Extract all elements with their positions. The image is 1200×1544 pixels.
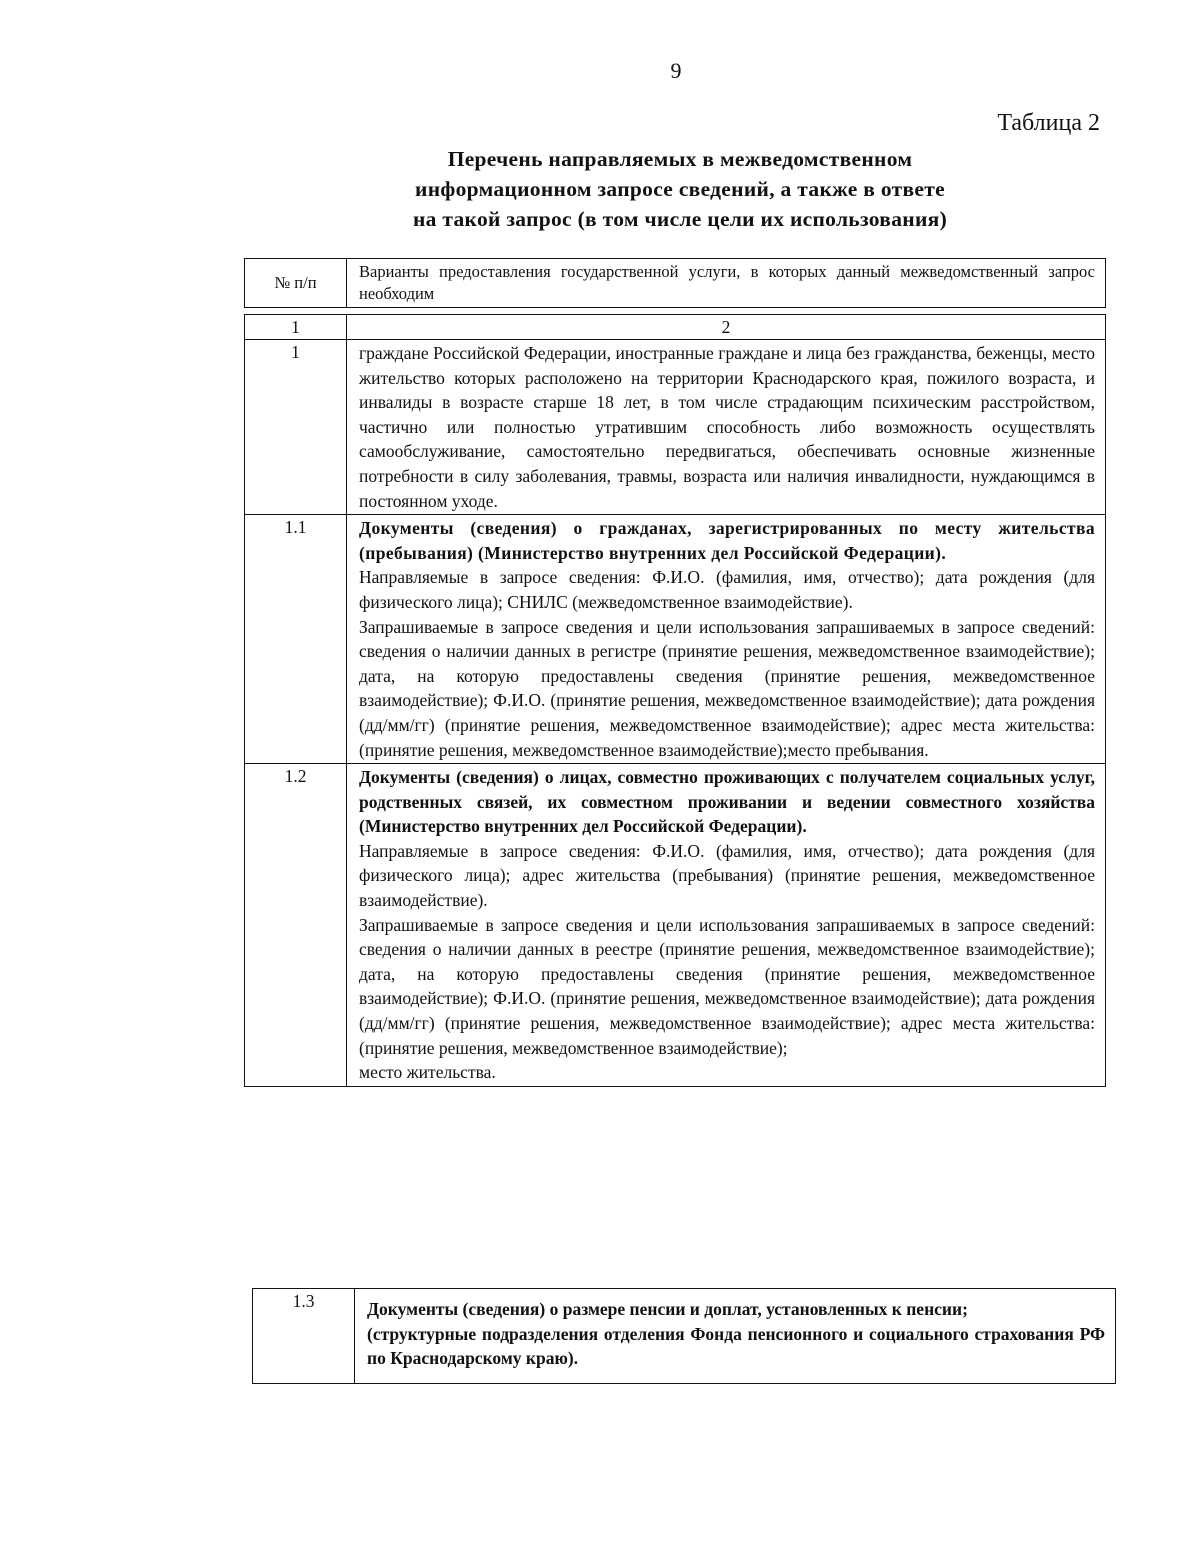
row-text: граждане Российской Федерации, иностранные граждане и лица без гражданства, беженцы, место жительство которых расположено на территории Краснодарского края, пожилого возраста, и инвалиды в возрасте старше 18 лет, в том числе страдающим психическим расстройством, частично или полностью утратившим способность либо возможность осуществлять самообслуживание, самостоятельно передвигаться, обеспечивать основные жизненные потребности в силу заболевания, травмы, возраста или наличия инвалидности, нуждающимся в постоянном уходе. (347, 340, 1106, 515)
row-number: 1.2 (245, 764, 347, 1087)
row-number: 1 (245, 340, 347, 515)
table-header (244, 258, 1106, 308)
column-index-2: 2 (347, 315, 1106, 340)
row-content (347, 764, 1106, 1087)
table-row (245, 764, 1106, 1087)
data-table (244, 314, 1106, 1087)
row-number: 1.3 (253, 1289, 355, 1384)
document-title (230, 144, 1130, 234)
header-variants-cell: Варианты предоставления государственной услуги, в которых данный межведомственный запрос необходим (347, 259, 1106, 308)
table-row (253, 1289, 1116, 1384)
row-content (347, 515, 1106, 764)
table-row (245, 515, 1106, 764)
row-sent-data: Направляемые в запросе сведения: Ф.И.О. (фамилия, имя, отчество); дата рождения (для физического лица); СНИЛС (межведомственное взаимодействие). (359, 567, 1095, 612)
title-line: Перечень направляемых в межведомственном (447, 147, 913, 171)
row-requested-data: Запрашиваемые в запросе сведения и цели использования запрашиваемых в запросе сведений: сведения о наличии данных в регистре (принятие решения, межведомственное взаимодействие); дата, на которую предоставлены сведения (принятие решения, межведомственное взаимодействие); Ф.И.О. (принятие решения, межведомственное взаимодействие); дата рождения (дд/мм/гг) (принятие решения, межведомственное взаимодействие); адрес места жительства: (принятие решения, межведомственное взаимодействие);место пребывания. (359, 616, 1095, 760)
row-heading: Документы (сведения) о размере пенсии и доплат, установленных к пенсии; (367, 1299, 968, 1319)
table-label: Таблица 2 (997, 110, 1100, 136)
title-line: на такой запрос (в том числе цели их использования) (412, 207, 948, 231)
header-row (245, 259, 1106, 308)
title-line: информационном запросе сведений, а также в ответе (415, 177, 945, 201)
table-row (245, 340, 1106, 515)
column-index-row (245, 315, 1106, 340)
row-requested-data: Запрашиваемые в запросе сведения и цели использования запрашиваемых в запросе сведений: сведения о наличии данных в реестре (принятие решения, межведомственное взаимодействие); дата, на которую предоставлены сведения (принятие решения, межведомственное взаимодействие); Ф.И.О. (принятие решения, межведомственное взаимодействие); дата рождения (дд/мм/гг) (принятие решения, межведомственное взаимодействие); адрес места жительства: (принятие решения, межведомственное взаимодействие); (359, 914, 1095, 1058)
row-content (355, 1289, 1116, 1384)
row-heading: Документы (сведения) о лицах, совместно проживающих с получателем социальных услуг, родственных связей, их совместном проживании и ведении совместного хозяйства (Министерство внутренних дел Российской Федерации). (359, 767, 1095, 837)
page-number: 9 (670, 58, 682, 83)
data-table-continued (252, 1288, 1116, 1384)
row-heading: Документы (сведения) о гражданах, зарегистрированных по месту жительства (пребывания) (Министерство внутренних дел Российской Федерации). (359, 518, 1095, 563)
row-sent-data: Направляемые в запросе сведения: Ф.И.О. (фамилия, имя, отчество); дата рождения (для физического лица); адрес жительства (пребывания) (принятие решения, межведомственное взаимодействие). (359, 840, 1095, 911)
row-number: 1.1 (245, 515, 347, 764)
row-extra: место жительства. (359, 1062, 496, 1083)
header-number-cell: № п/п (245, 259, 347, 308)
column-index-1: 1 (245, 315, 347, 340)
row-heading-source: (структурные подразделения отделения Фонда пенсионного и социального страхования РФ по Краснодарскому краю). (367, 1323, 1105, 1369)
